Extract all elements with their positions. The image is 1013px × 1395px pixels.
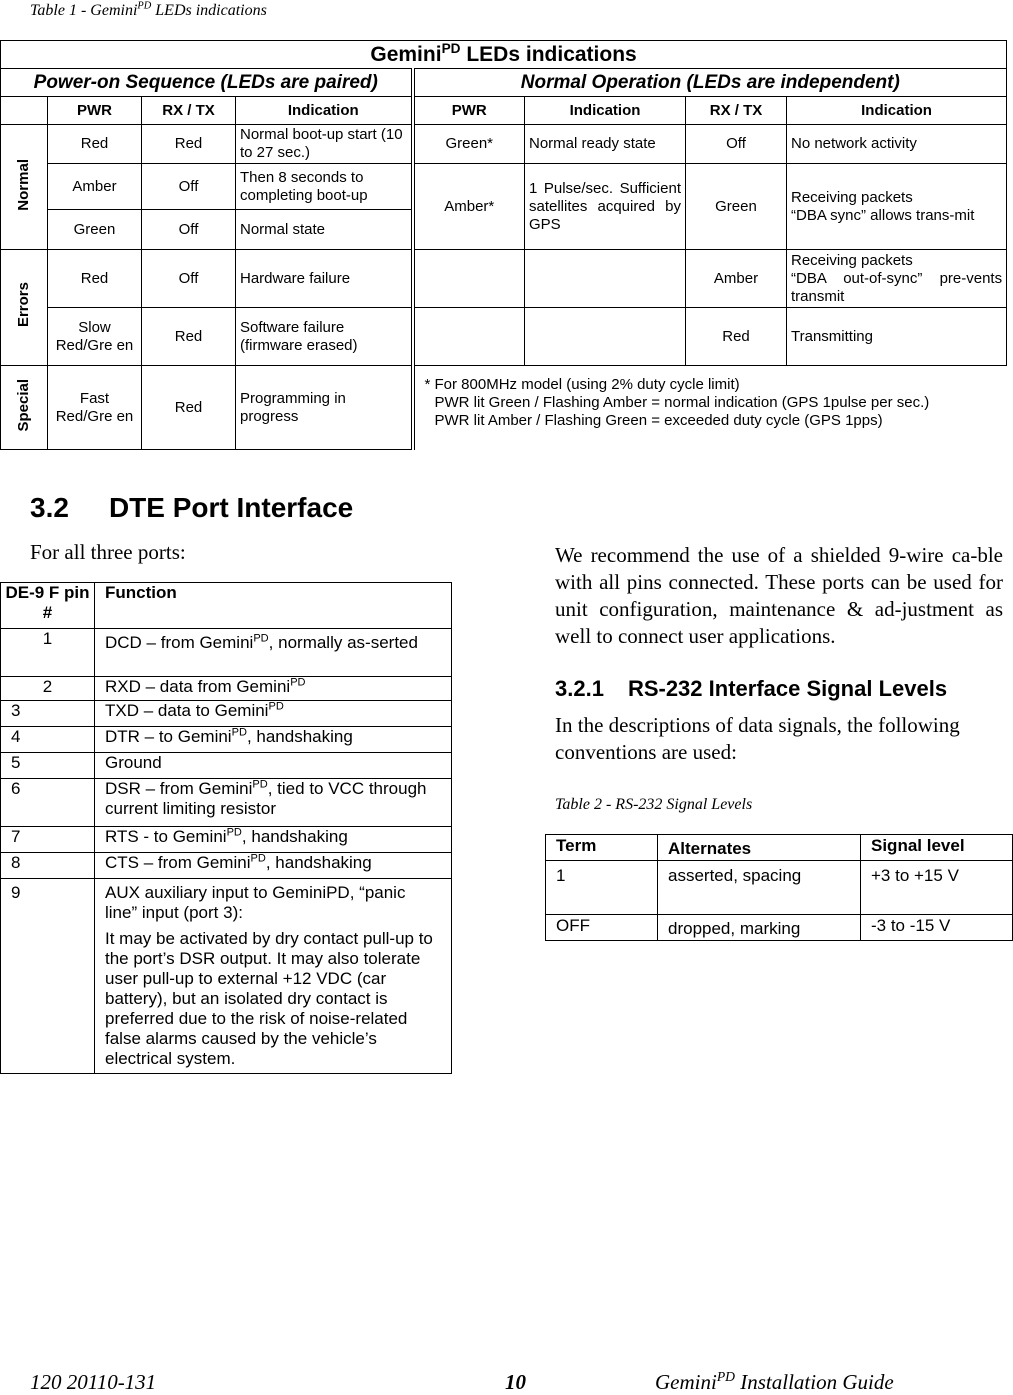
cell: Normal boot-up start (10 to 27 sec.) [236, 125, 413, 164]
table-row: 5 Ground [1, 753, 452, 779]
cell: Receiving packets “DBA out-of-sync” pre-vents transmit [787, 250, 1007, 308]
footer-doc-number: 120 20110-131 [30, 1370, 157, 1394]
table-row [1, 366, 1007, 450]
header-pin: DE-9 F pin # [1, 583, 95, 629]
cell [525, 308, 686, 366]
section-heading: 3.2 DTE Port Interface [30, 492, 354, 523]
cell: Amber* [413, 164, 525, 250]
subsection-heading: 3.2.1 RS-232 Interface Signal Levels [555, 676, 948, 701]
cell: Slow Red/Gre en [48, 308, 142, 366]
cell: Green [48, 210, 142, 250]
table-row: 6 DSR – from Gemini$^{PD}$, tied to VCC through current limiting resistor [1, 779, 452, 827]
cell: Amber [48, 164, 142, 210]
leds-table [0, 40, 1007, 450]
header-pwr: PWR [48, 97, 142, 125]
cell: Fast Red/Gre en [48, 366, 142, 450]
table-row: 8 CTS – from Gemini$^{PD}$, handshaking [1, 853, 452, 879]
cell [525, 250, 686, 308]
cell: Red [142, 125, 236, 164]
footer-title: Gemini$^{PD}$ Installation Guide [655, 1369, 894, 1394]
group-power-on: Power-on Sequence (LEDs are paired) [1, 69, 413, 97]
table-row: 4 DTR – to Gemini$^{PD}$, handshaking [1, 727, 452, 753]
cell: Transmitting [787, 308, 1007, 366]
cell: Red [142, 308, 236, 366]
cell: Green* [413, 125, 525, 164]
cell: Red [686, 308, 787, 366]
cell: Red [142, 366, 236, 450]
section-normal: Normal [1, 125, 48, 250]
de9-table [0, 582, 452, 1074]
signal-levels-table [545, 834, 1013, 941]
table-row [1, 125, 1007, 164]
cell: Normal ready state [525, 125, 686, 164]
table-row: 9 AUX auxiliary input to GeminiPD, “panic line” input (port 3): It may be activated by dry contact pull-up to the port’s DSR output. It may also tolerate user pull-up to external +12 VDC (car battery), but an isolated dry contact is preferred due to the risk of noise-related false alarms caused by the vehicle’s electrical system. [1, 879, 452, 1074]
cell: Receiving packets “DBA sync” allows trans-mit [787, 164, 1007, 250]
intro-text: For all three ports: [30, 540, 186, 564]
cell: No network activity [787, 125, 1007, 164]
cell [413, 308, 525, 366]
header-function: Function [95, 583, 452, 629]
table-row: 3 TXD – data to Gemini$^{PD}$ [1, 701, 452, 727]
cell: Green [686, 164, 787, 250]
cell: Off [142, 210, 236, 250]
table-row [1, 250, 1007, 308]
cell: Off [686, 125, 787, 164]
cell: Red [48, 250, 142, 308]
cell: Amber [686, 250, 787, 308]
header-term: Term [546, 835, 658, 861]
cell: Programming in progress [236, 366, 413, 450]
table1-title: Gemini$^{PD}$ LEDs indications [1, 41, 1007, 69]
cell: Then 8 seconds to completing boot-up [236, 164, 413, 210]
page-number: 10 [505, 1370, 526, 1394]
section-errors: Errors [1, 250, 48, 366]
cell: Hardware failure [236, 250, 413, 308]
cell: Normal state [236, 210, 413, 250]
table-row: 1 asserted, spacing +3 to +15 V [546, 861, 1013, 915]
table-row [1, 164, 1007, 210]
header-indication-normal: Indication [525, 97, 686, 125]
header-pwr-normal: PWR [413, 97, 525, 125]
subsection-paragraph: In the descriptions of data signals, the following conventions are used: [555, 713, 960, 764]
section-special: Special [1, 366, 48, 450]
header-rxtx-normal: RX / TX [686, 97, 787, 125]
header-signal-level: Signal level [861, 835, 1013, 861]
header-rxtx: RX / TX [142, 97, 236, 125]
table-row: 1 DCD – from Gemini$^{PD}$, normally as-serted [1, 629, 452, 677]
cell: Off [142, 250, 236, 308]
group-normal-operation: Normal Operation (LEDs are independent) [413, 69, 1007, 97]
cell: Software failure (firmware erased) [236, 308, 413, 366]
cell: 1 Pulse/sec. Sufficient satellites acquired by GPS [525, 164, 686, 250]
table1-caption: Table 1 - Gemini$^{PD}$ LEDs indications [30, 0, 267, 19]
cell: Off [142, 164, 236, 210]
header-indication: Indication [236, 97, 413, 125]
table2-caption: Table 2 - RS-232 Signal Levels [555, 796, 753, 813]
table-row: OFF dropped, marking -3 to -15 V [546, 915, 1013, 941]
header-alternates: Alternates [658, 835, 861, 861]
table-row [1, 308, 1007, 366]
footnote: * For 800MHz model (using 2% duty cycle limit) PWR lit Green / Flashing Amber = normal indication (GPS 1pulse per sec.) PWR lit Amber / Flashing Green = exceeded duty cycle (GPS 1pps) [424, 376, 930, 429]
right-paragraph: We recommend the use of a shielded 9-wire ca-ble with all pins connected. These ports can be used for unit configuration, maintenance & ad-justment as well to connect user applications. [555, 543, 1003, 648]
cell: Red [48, 125, 142, 164]
table-row: 2 RXD – data from Gemini$^{PD}$ [1, 677, 452, 701]
header-indication-normal-2: Indication [787, 97, 1007, 125]
table-row: 7 RTS - to Gemini$^{PD}$, handshaking [1, 827, 452, 853]
cell [413, 250, 525, 308]
